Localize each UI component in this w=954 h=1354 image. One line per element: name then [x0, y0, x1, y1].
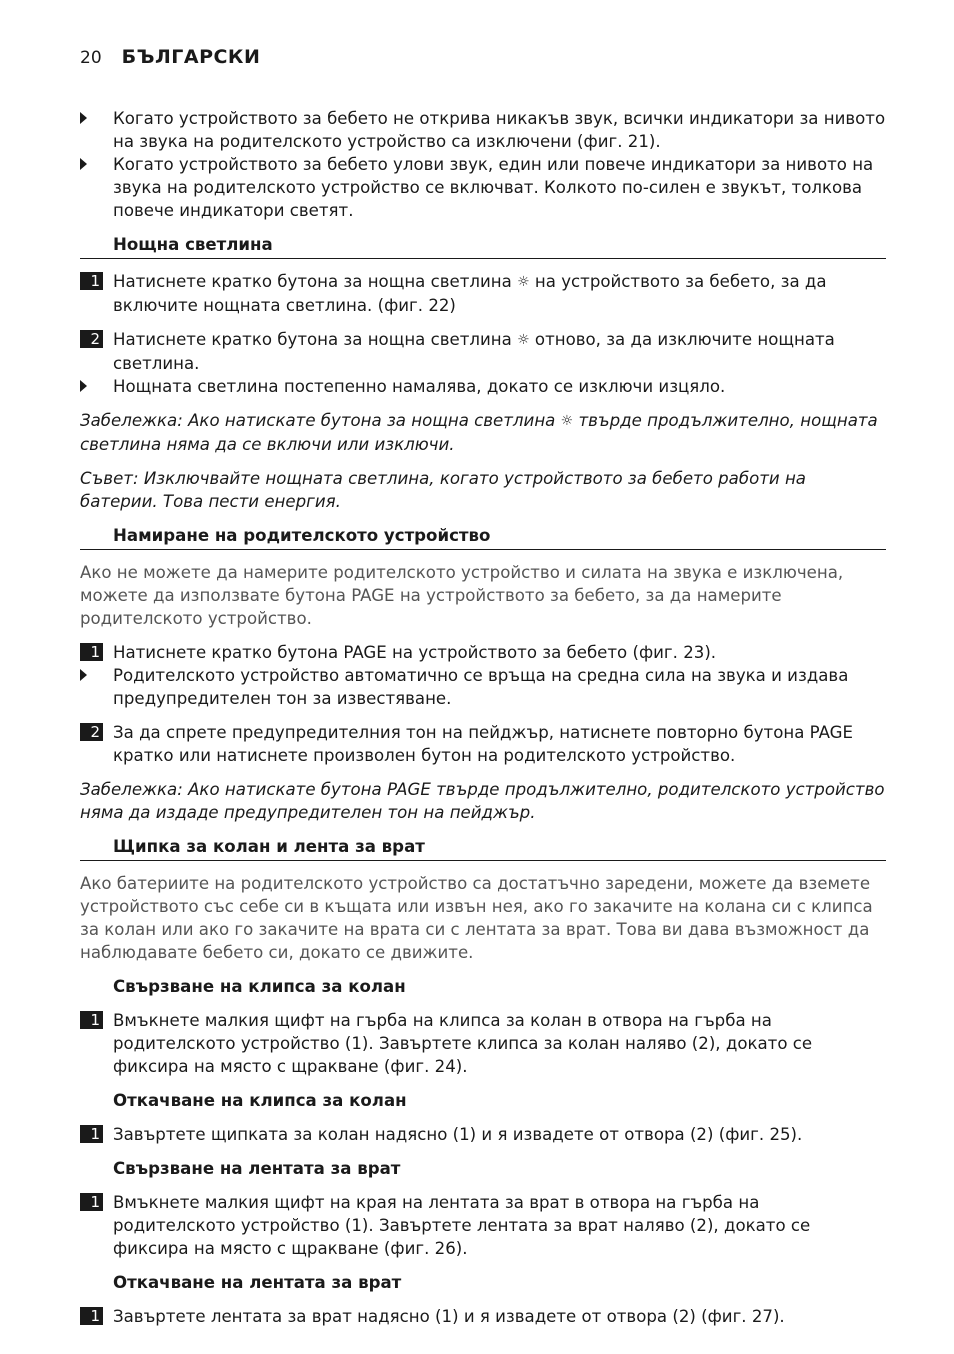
block-text — [80, 411, 878, 454]
block-text: Забележка: Ако натискате бутона PAGE твърде продължително, родителското устройство няма да издаде предупредителен тон на пейджър. — [80, 780, 885, 822]
step-item — [80, 270, 886, 317]
bullet-arrow-icon — [80, 669, 87, 681]
text-part: Забележка: Ако натискате бутона за нощна светлина — [80, 411, 561, 430]
block-text: Свързване на лентата за врат — [113, 1159, 401, 1178]
paragraph — [80, 872, 886, 964]
block-text: Ако батериите на родителското устройство са достатъчно заредени, можете да вземете устройството със себе си в къщата или извън нея, ако го закачите на колана си с клипса за колан или ако го закачите на врата си с лентата за врат. Това ви дава възможност да наблюдавате бебето си, докато се движите. — [80, 874, 873, 962]
block-text: Нощна светлина — [113, 235, 273, 254]
text-part: Натиснете кратко бутона за нощна светлина — [113, 272, 518, 291]
step-number-badge: 2 — [80, 330, 103, 348]
document-body — [80, 107, 886, 1328]
section-heading — [80, 524, 886, 550]
step-item — [80, 1305, 886, 1328]
text-part: на устройството за бебето, за да включите нощната светлина. (фиг. 22) — [113, 272, 827, 315]
block-text: Натиснете кратко бутона PAGE на устройството за бебето (фиг. 23). — [113, 643, 717, 662]
subsection-heading — [80, 1271, 886, 1294]
language-title: БЪЛГАРСКИ — [121, 46, 261, 68]
block-text: Откачване на лентата за врат — [113, 1273, 402, 1292]
bullet-arrow-icon — [80, 158, 87, 170]
step-item — [80, 1009, 886, 1078]
block-text: Свързване на клипса за колан — [113, 977, 406, 996]
step-number-badge: 1 — [80, 1125, 103, 1143]
bullet-item — [80, 375, 886, 398]
block-text: Родителското устройство автоматично се връща на средна сила на звука и издава предупредителен тон за известяване. — [113, 666, 849, 708]
step-item — [80, 1123, 886, 1146]
page-number: 20 — [80, 48, 102, 68]
bullet-arrow-icon — [80, 380, 87, 392]
block-text: Съвет: Изключвайте нощната светлина, когато устройството за бебето работи на батерии. Това пести енергия. — [80, 469, 806, 511]
block-text: Когато устройството за бебето улови звук, един или повече индикатори за нивото на звука на родителското устройство се включват. Колкото по-силен е звукът, толкова повече индикатори светят. — [113, 155, 874, 220]
note-text — [80, 409, 886, 456]
section-heading — [80, 233, 886, 259]
block-text: Щипка за колан и лента за врат — [113, 837, 425, 856]
bullet-arrow-icon — [80, 112, 87, 124]
note-text — [80, 778, 886, 824]
bullet-item — [80, 664, 886, 710]
block-text: Вмъкнете малкия щифт на гърба на клипса за колан в отвора на гърба на родителското устройство (1). Завъртете клипса за колан наляво (2), докато се фиксира на място с щракване (фиг. 24). — [113, 1011, 813, 1076]
block-text: Нощната светлина постепенно намалява, докато се изключи изцяло. — [113, 377, 726, 396]
block-text — [113, 272, 827, 315]
section-heading — [80, 835, 886, 861]
step-item — [80, 1191, 886, 1260]
step-item — [80, 328, 886, 375]
subsection-heading — [80, 975, 886, 998]
block-text: Ако не можете да намерите родителското устройство и силата на звука е изключена, можете да използвате бутона PAGE на устройството за бебето, за да намерите родителското устройство. — [80, 563, 844, 628]
step-number-badge: 1 — [80, 272, 103, 290]
block-text: Завъртете лентата за врат надясно (1) и я извадете от отвора (2) (фиг. 27). — [113, 1307, 785, 1326]
step-number-badge: 2 — [80, 723, 103, 741]
step-number-badge: 1 — [80, 1307, 103, 1325]
text-part: Натиснете кратко бутона за нощна светлина — [113, 330, 518, 349]
step-item — [80, 641, 886, 664]
bullet-item — [80, 153, 886, 222]
bullet-item — [80, 107, 886, 153]
text-part: твърде продължително, нощната светлина няма да се включи или изключи. — [80, 411, 878, 454]
step-item — [80, 721, 886, 767]
block-text: За да спрете предупредителния тон на пейджър, натиснете повторно бутона PAGE кратко или натиснете произволен бутон на родителското устройство. — [113, 723, 853, 765]
page-header — [80, 46, 260, 76]
step-number-badge: 1 — [80, 643, 103, 661]
step-number-badge: 1 — [80, 1011, 103, 1029]
night-light-icon: ☼ — [560, 413, 574, 429]
night-light-icon: ☼ — [517, 274, 530, 290]
block-text: Намиране на родителското устройство — [113, 526, 491, 545]
block-text: Завъртете щипката за колан надясно (1) и я извадете от отвора (2) (фиг. 25). — [113, 1125, 803, 1144]
subsection-heading — [80, 1157, 886, 1180]
block-text: Вмъкнете малкия щифт на края на лентата за врат в отвора на гърба на родителското устройство (1). Завъртете лентата за врат наляво (2), докато се фиксира на място с щракване (фиг. 26). — [113, 1193, 811, 1258]
block-text: Когато устройството за бебето не открива никакъв звук, всички индикатори за нивото на звука на родителското устройство са изключени (фиг. 21). — [113, 109, 886, 151]
block-text: Откачване на клипса за колан — [113, 1091, 407, 1110]
block-text — [113, 330, 835, 373]
note-text — [80, 467, 886, 513]
subsection-heading — [80, 1089, 886, 1112]
step-number-badge: 1 — [80, 1193, 103, 1211]
night-light-icon: ☼ — [517, 332, 530, 348]
text-part: отново, за да изключите нощната светлина. — [113, 330, 835, 373]
paragraph — [80, 561, 886, 630]
